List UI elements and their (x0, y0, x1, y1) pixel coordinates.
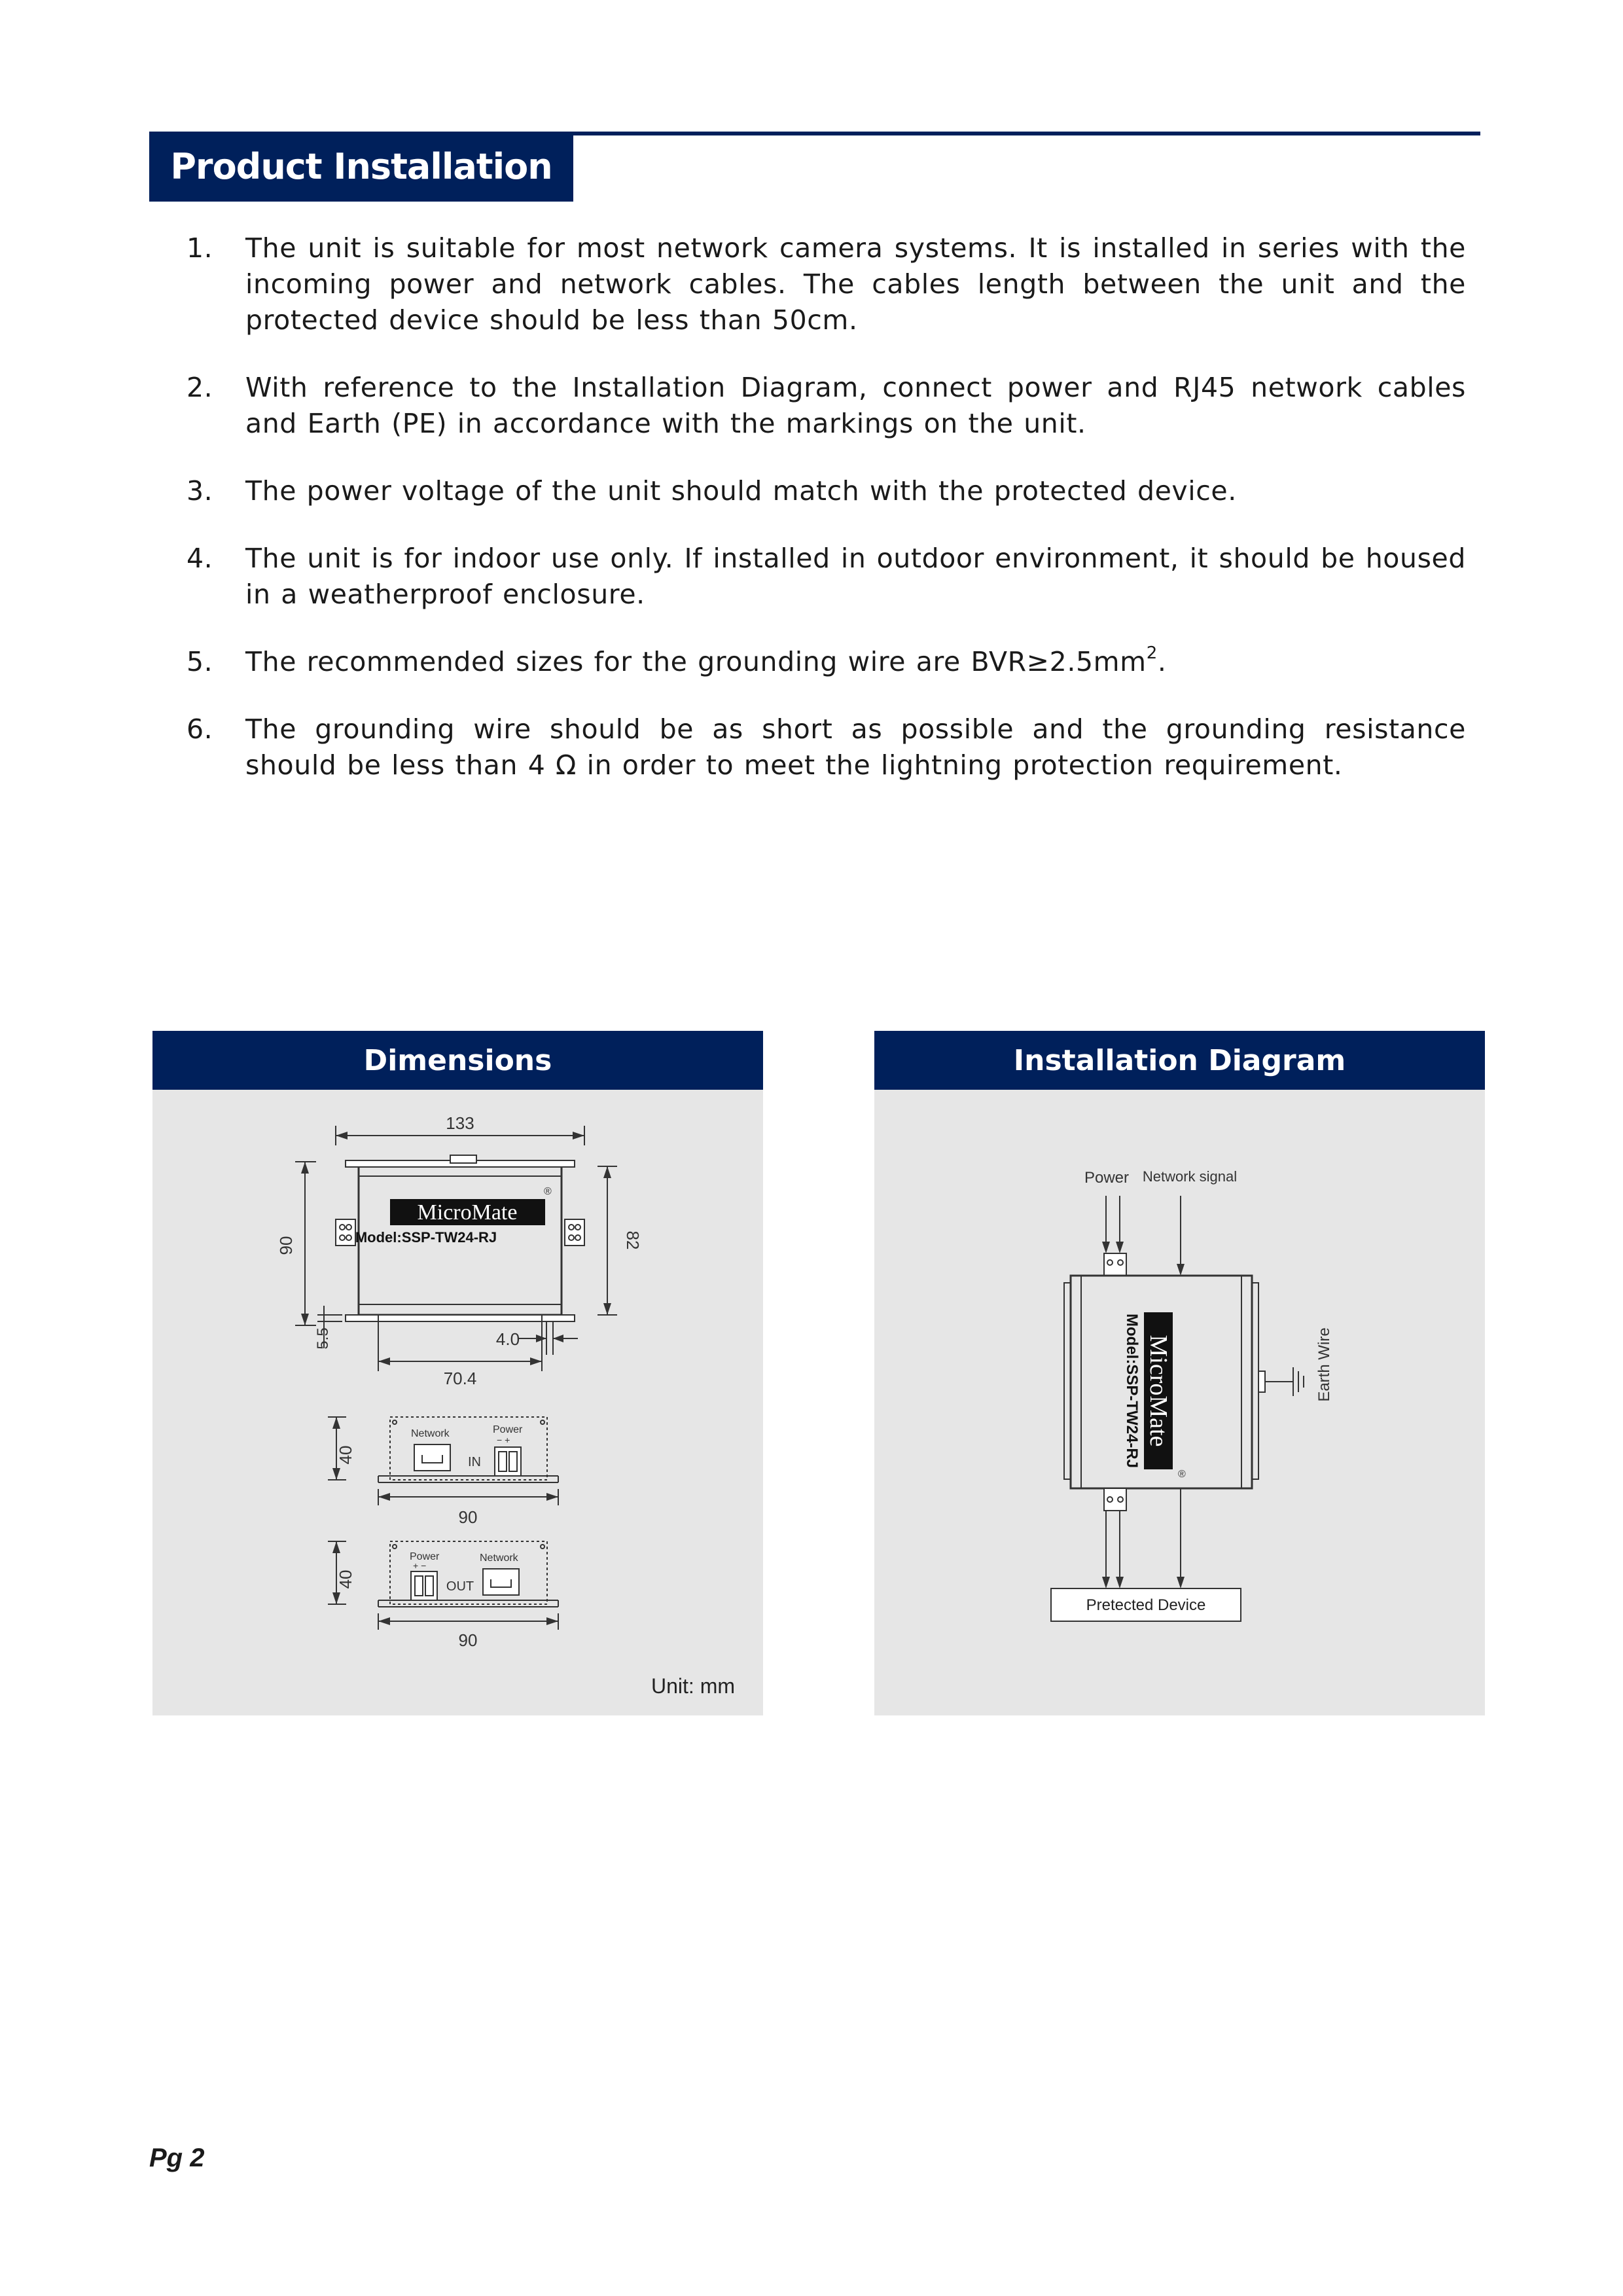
dim-label-4-0: 4.0 (495, 1329, 520, 1349)
dimensions-title: Dimensions (152, 1031, 763, 1090)
in-polarity: − + (497, 1435, 510, 1445)
dim-label-5-5: 5.5 (314, 1327, 332, 1350)
step-text: The unit is suitable for most network camera systems. It is installed in series with the incoming power and network cables. The cables length between the unit and the protected device should be less than 50cm. (245, 232, 1466, 336)
step-number: 5. (187, 646, 213, 677)
step-text: The recommended sizes for the grounding wire are BVR≥2.5mm (245, 646, 1147, 677)
step-text-tail: . (1157, 646, 1167, 677)
installation-title: Installation Diagram (874, 1031, 1485, 1090)
dimensions-panel (152, 1031, 763, 1715)
brand-logo: MicroMate (1145, 1335, 1172, 1447)
registered-mark: ® (544, 1186, 552, 1197)
out-height-label: 40 (336, 1570, 355, 1589)
step-text: The unit is for indoor use only. If installed in outdoor environment, it should be housed in a weatherproof enclosure. (245, 543, 1466, 610)
brand-logo: MicroMate (417, 1200, 518, 1225)
in-height-label: 40 (336, 1445, 355, 1465)
out-power-label: Power (410, 1551, 440, 1562)
step-number: 3. (187, 475, 213, 507)
registered-mark: ® (1178, 1469, 1186, 1480)
step-number: 6. (187, 713, 213, 745)
step-item (187, 370, 1466, 442)
out-network-label: Network (480, 1552, 518, 1564)
protected-device-label: Pretected Device (1086, 1596, 1206, 1614)
dim-label-90: 90 (276, 1236, 296, 1255)
step-item (187, 541, 1466, 613)
in-rj45-port (414, 1444, 450, 1471)
out-rj45-port (483, 1569, 519, 1595)
out-port-label: OUT (446, 1579, 474, 1594)
dim-label-133: 133 (446, 1113, 474, 1133)
dim-label-70-4: 70.4 (443, 1369, 477, 1388)
in-width-label: 90 (458, 1507, 478, 1527)
step-item (187, 230, 1466, 338)
out-width-label: 90 (458, 1630, 478, 1650)
installation-panel (874, 1031, 1485, 1715)
section-title: Product Installation (170, 146, 552, 187)
step-text: The power voltage of the unit should match with the protected device. (245, 475, 1237, 507)
section-header (149, 132, 573, 202)
in-port-label: IN (468, 1455, 481, 1469)
unit-label: Unit: mm (651, 1674, 735, 1698)
step-item (187, 711, 1466, 783)
installation-steps (187, 230, 1466, 815)
out-polarity: + − (413, 1560, 427, 1571)
installation-drawing (874, 1031, 1485, 1715)
power-label: Power (1084, 1169, 1130, 1187)
step-item (187, 644, 1466, 680)
step-number: 4. (187, 543, 213, 574)
page-number: Pg 2 (149, 2144, 205, 2172)
step-number: 2. (187, 372, 213, 403)
superscript: 2 (1146, 643, 1158, 664)
dimensions-drawing (152, 1031, 763, 1715)
earth-wire-label: Earth Wire (1315, 1327, 1333, 1402)
earth-terminal (1258, 1371, 1265, 1392)
model-label: Model:SSP-TW24-RJ (355, 1229, 497, 1246)
dim-label-82: 82 (623, 1230, 643, 1250)
model-label: Model:SSP-TW24-RJ (1123, 1313, 1141, 1469)
in-network-label: Network (411, 1428, 450, 1439)
step-item (187, 473, 1466, 509)
step-text: The grounding wire should be as short as possible and the grounding resistance should be less than 4 Ω in order to meet the lightning protection requirement. (245, 713, 1466, 781)
network-signal-label: Network signal (1142, 1168, 1238, 1185)
in-power-label: Power (493, 1424, 523, 1435)
step-text: With reference to the Installation Diagram, connect power and RJ45 network cables and Earth (PE) in accordance with the markings on the unit. (245, 372, 1466, 439)
step-number: 1. (187, 232, 213, 264)
